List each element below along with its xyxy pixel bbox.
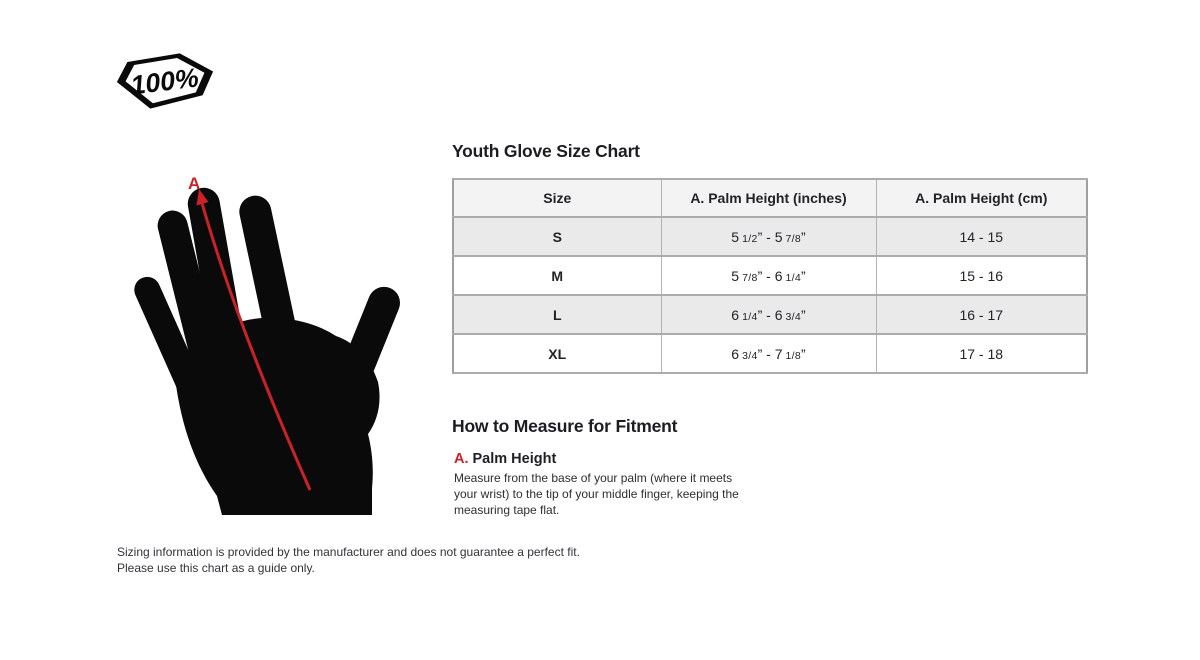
cell-palm-height-cm: 15 - 16 — [876, 256, 1087, 295]
cell-size: XL — [453, 334, 661, 373]
cell-palm-height-cm: 14 - 15 — [876, 217, 1087, 256]
brand-logo — [115, 52, 215, 110]
disclaimer-line-2: Please use this chart as a guide only. — [117, 561, 315, 575]
cell-palm-height-inches: 6 3/4” - 7 1/8” — [661, 334, 876, 373]
column-header-inches: A. Palm Height (inches) — [661, 179, 876, 217]
hand-silhouette-icon — [130, 185, 405, 515]
column-header-cm: A. Palm Height (cm) — [876, 179, 1087, 217]
column-header-size: Size — [453, 179, 661, 217]
size-chart-table-body — [453, 217, 1087, 373]
table-row — [453, 334, 1087, 373]
size-chart-table — [452, 178, 1088, 374]
cell-size: M — [453, 256, 661, 295]
footer-disclaimer — [117, 544, 637, 576]
palm-height-marker-label: A — [188, 174, 201, 193]
glove-measurement-diagram — [122, 158, 432, 515]
cell-size: S — [453, 217, 661, 256]
measure-item-description: Measure from the base of your palm (where it meets your wrist) to the tip of your middle finger, keeping the measuring tape flat. — [454, 471, 739, 517]
measure-item-heading — [454, 451, 556, 467]
measure-item-letter: A. — [454, 451, 469, 467]
table-header-row — [453, 179, 1087, 217]
cell-palm-height-inches: 5 7/8” - 6 1/4” — [661, 256, 876, 295]
cell-palm-height-cm: 16 - 17 — [876, 295, 1087, 334]
measure-guide-title: How to Measure for Fitment — [452, 416, 678, 436]
cell-palm-height-inches: 6 1/4” - 6 3/4” — [661, 295, 876, 334]
measure-item-label: Palm Height — [472, 451, 557, 467]
cell-palm-height-cm: 17 - 18 — [876, 334, 1087, 373]
table-row — [453, 295, 1087, 334]
table-row — [453, 256, 1087, 295]
cell-size: L — [453, 295, 661, 334]
table-row — [453, 217, 1087, 256]
logo-text: 100% — [128, 62, 201, 101]
size-chart-table-head — [453, 179, 1087, 217]
disclaimer-line-1: Sizing information is provided by the manufacturer and does not guarantee a perfect fit. — [117, 545, 580, 559]
cell-palm-height-inches: 5 1/2” - 5 7/8” — [661, 217, 876, 256]
size-chart-title: Youth Glove Size Chart — [452, 141, 640, 161]
